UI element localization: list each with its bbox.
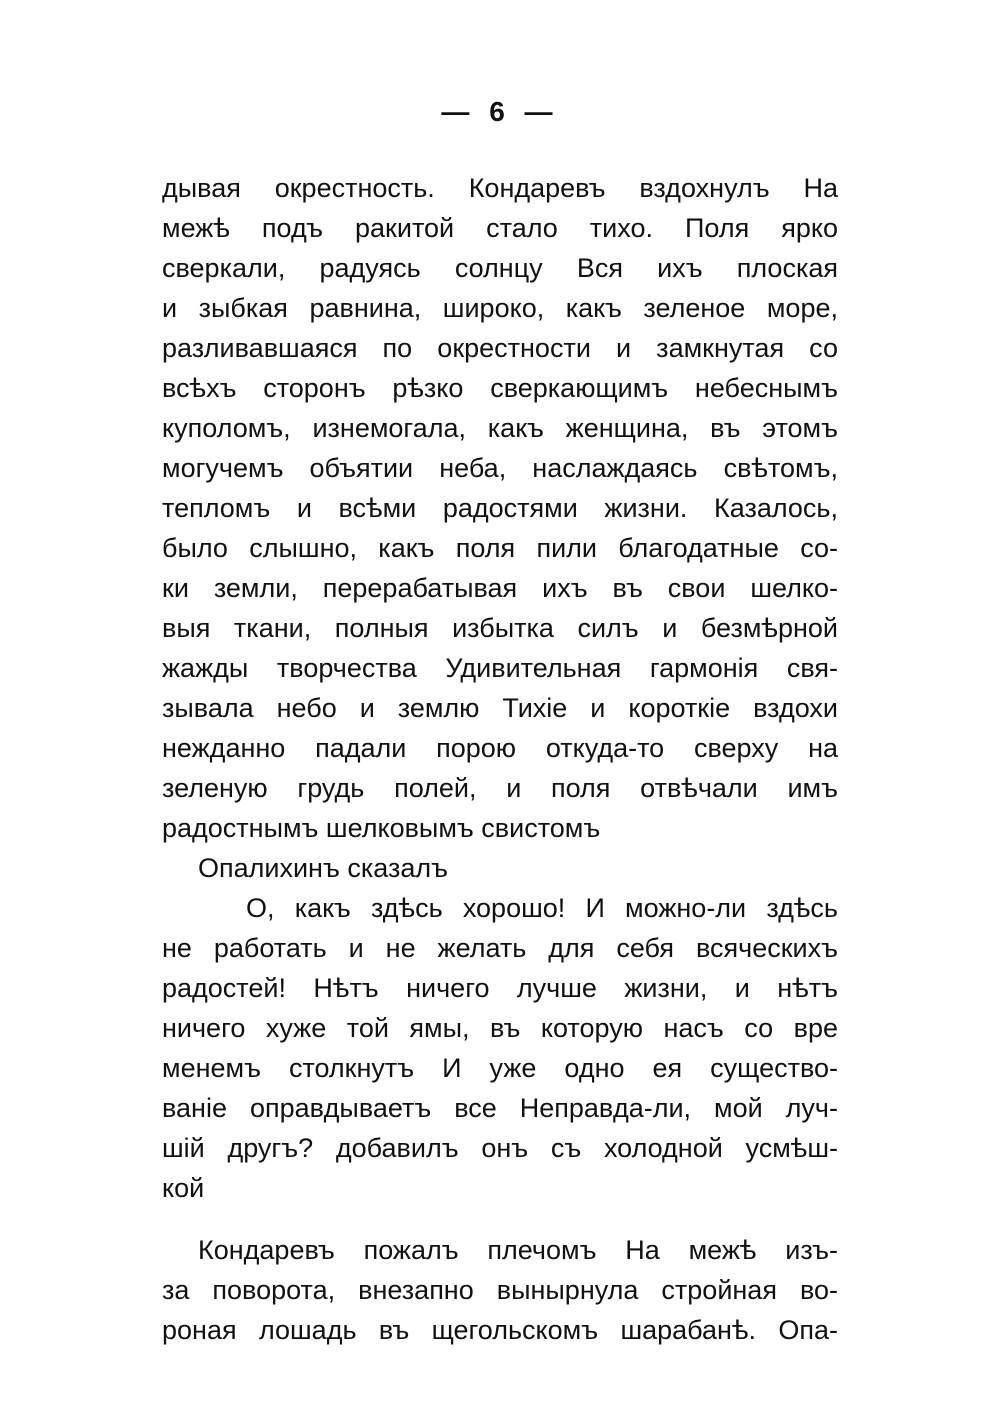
text-line: кой — [162, 1173, 205, 1203]
text-line: не работать и не желать для себя всяческихъ — [162, 933, 838, 963]
text-line: могучемъ объятии неба, наслаждаясь свѣтомъ, — [162, 453, 838, 483]
text-line: нежданно падали порою откуда-то сверху на — [162, 733, 838, 763]
text-line: зывала небо и землю Тихіе и короткіе вздохи — [162, 693, 838, 723]
text-line: дывая окрестность. Кондаревъ вздохнулъ На — [162, 173, 838, 203]
text-line: радостей! Нѣтъ ничего лучше жизни, и нѣтъ — [162, 973, 838, 1003]
text-line: выя ткани, полныя избытка силъ и безмѣрной — [162, 613, 838, 643]
text-line: всѣхъ сторонъ рѣзко сверкающимъ небеснымъ — [162, 373, 838, 403]
text-line: было слышно, какъ поля пили благодатные со- — [162, 533, 838, 563]
text-line: ничего хуже той ямы, въ которую насъ со вре — [162, 1013, 838, 1043]
text-line: за поворота, внезапно вынырнула стройная во- — [162, 1275, 838, 1305]
text-line: шій другъ? добавилъ онъ съ холодной усмѣш- — [162, 1133, 838, 1163]
text-line: менемъ столкнутъ И уже одно ея существо- — [162, 1053, 838, 1083]
page-number: — 6 — — [441, 96, 559, 127]
text-line: Опалихинъ сказалъ — [198, 853, 448, 883]
text-line: разливавшаяся по окрестности и замкнутая со — [162, 333, 838, 363]
text-line: зеленую грудь полей, и поля отвѣчали имъ — [162, 773, 838, 803]
text-line: Кондаревъ пожалъ плечомъ На межѣ изъ- — [198, 1235, 838, 1265]
body-text — [162, 168, 838, 1350]
text-line: жажды творчества Удивительная гармонія свя- — [162, 653, 838, 683]
text-line: радостнымъ шелковымъ свистомъ — [162, 813, 601, 843]
text-line: О, какъ здѣсь хорошо! И можно-ли здѣсь — [246, 893, 838, 923]
text-line: и зыбкая равнина, широко, какъ зеленое море, — [162, 293, 838, 323]
text-line: ки земли, перерабатывая ихъ въ свои шелко- — [162, 573, 838, 603]
text-line: сверкали, радуясь солнцу Вся ихъ плоская — [162, 253, 838, 283]
text-line: тепломъ и всѣми радостями жизни. Казалось, — [162, 493, 838, 523]
text-line: межѣ подъ ракитой стало тихо. Поля ярко — [162, 213, 838, 243]
text-line: роная лошадь въ щегольскомъ шарабанѣ. Опа- — [162, 1315, 838, 1345]
text-line: ваніе оправдываетъ все Неправда-ли, мой луч- — [162, 1093, 838, 1123]
paragraph-gap — [162, 1208, 838, 1230]
text-line: куполомъ, изнемогала, какъ женщина, въ этомъ — [162, 413, 838, 443]
